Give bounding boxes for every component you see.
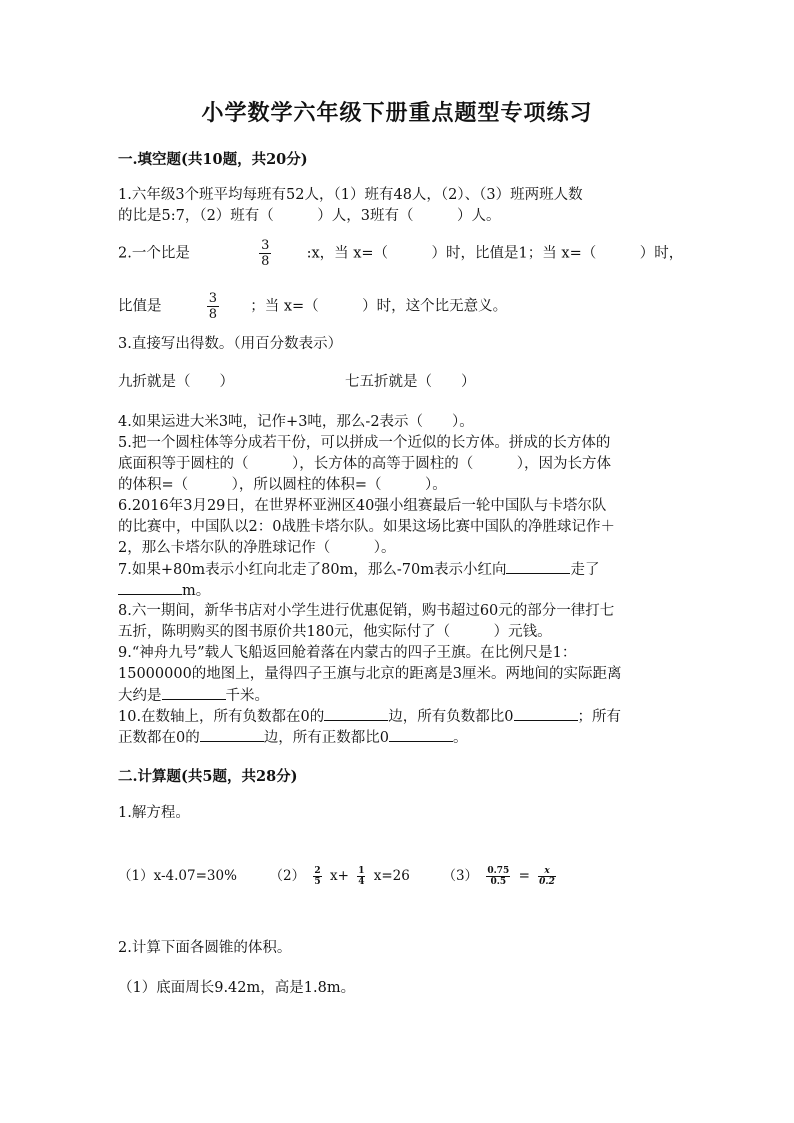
question-10-line-1 (118, 706, 621, 728)
question-2-line-1 (118, 238, 683, 269)
fraction-denominator: 0.5 (490, 877, 507, 887)
equations-row (118, 866, 560, 887)
fraction-denominator: 4 (358, 877, 365, 887)
answer-blank (514, 706, 578, 721)
question-10-text-b: 边，所有负数都比0 (388, 709, 514, 725)
question-9-text-a: 大约是 (118, 688, 162, 704)
question-8-line-2: 五折，陈明购买的图书原价共180元，他实际付了（ ）元钱。 (118, 624, 552, 640)
question-6-line-2: 的比赛中，中国队以2：0战胜卡塔尔队。如果这场比赛中国队的净胜球记作＋ (118, 519, 615, 535)
equation-1: （1）x-4.07=30% (118, 868, 237, 884)
question-3-part-a: 九折就是（ ） (118, 374, 234, 390)
question-1-line-2: 的比是5:7，（2）班有（ ）人，3班有（ ）人。 (118, 208, 501, 224)
fraction-x-over-0-2 (538, 866, 556, 887)
calc-question-2-part-1: （1）底面周长9.42m，高是1.8m。 (118, 980, 356, 996)
question-5-line-1: 5.把一个圆柱体等分成若干份，可以拼成一个近似的长方体。拼成的长方体的 (118, 435, 611, 451)
question-2b-prefix: 比值是 (118, 298, 162, 315)
equation-2-mid: x+ (329, 868, 349, 884)
fraction-0-75-over-0-5 (486, 866, 510, 887)
calc-question-1: 1.解方程。 (118, 805, 190, 821)
question-10-text-c: ；所有 (577, 709, 622, 725)
equation-3-prefix: （3） (442, 868, 479, 884)
question-5-line-3: 的体积=（ ），所以圆柱的体积=（ ）。 (118, 477, 447, 493)
fraction-denominator: 8 (208, 307, 217, 322)
fraction-three-eighths (259, 238, 271, 269)
question-9-line-1: 9.“神舟九号”载人飞船返回舱着落在内蒙古的四子王旗。在比例尺是1： (118, 645, 577, 661)
answer-blank (324, 706, 388, 721)
question-7-text-b: 走了 (570, 562, 600, 578)
page-title: 小学数学六年级下册重点题型专项练习 (201, 100, 593, 126)
question-10-text-f: 。 (452, 730, 468, 746)
fraction-numerator: 2 (314, 866, 321, 876)
fraction-one-quarter (357, 866, 365, 887)
fraction-numerator: 1 (358, 866, 365, 876)
question-3: 3.直接写出得数。（用百分数表示） (118, 336, 343, 352)
equation-2-prefix: （2） (269, 868, 306, 884)
fraction-two-fifths (313, 866, 321, 887)
fraction-numerator: 0.75 (487, 866, 510, 876)
question-3-part-b: 七五折就是（ ） (345, 374, 476, 390)
fraction-denominator: 5 (314, 877, 321, 887)
answer-blank (118, 580, 182, 595)
question-2-prefix: 2.一个比是 (118, 245, 190, 262)
answer-blank (200, 727, 264, 742)
question-5-line-2: 底面积等于圆柱的（ ），长方体的高等于圆柱的（ ），因为长方体 (118, 456, 611, 472)
question-10-text-e: 边，所有正数都比0 (263, 730, 389, 746)
question-10-line-2 (118, 727, 467, 749)
question-7-text-a: 7.如果+80m表示小红向北走了80m，那么-70m表示小红向 (118, 562, 507, 578)
calc-question-2: 2.计算下面各圆锥的体积。 (118, 940, 292, 956)
question-1-line-1: 1.六年级3个班平均每班有52人，（1）班有48人，（2）、（3）班两班人数 (118, 187, 583, 203)
question-6-line-3: 2，那么卡塔尔队的净胜球记作（ ）。 (118, 540, 396, 556)
question-4: 4.如果运进大米3吨，记作+3吨，那么-2表示（ ）。 (118, 414, 474, 430)
question-9-line-2: 15000000的地图上，量得四子王旗与北京的距离是3厘米。两地间的实际距离 (118, 666, 622, 682)
question-9-text-b: 千米。 (225, 688, 269, 704)
question-2-line-2 (118, 291, 507, 322)
question-2b-rest: ；当 x=（ ）时，这个比无意义。 (250, 298, 508, 315)
question-7-line-2 (118, 580, 210, 602)
equation-2-rest: x=26 (373, 868, 410, 884)
section-heading-fill-in: 一.填空题(共10题，共20分) (118, 151, 308, 168)
answer-blank (506, 559, 570, 574)
question-2-rest: :x，当 x=（ ）时，比值是1；当 x=（ ）时， (306, 245, 684, 262)
answer-blank (162, 685, 226, 700)
question-9-line-3 (118, 685, 269, 707)
question-10-text-d: 正数都在0的 (118, 730, 200, 746)
question-6-line-1: 6.2016年3月29日，在世界杯亚洲区40强小组赛最后一轮中国队与卡塔尔队 (118, 498, 607, 514)
fraction-numerator: 3 (261, 238, 270, 253)
question-7-line-1 (118, 559, 599, 581)
question-8-line-1: 8.六一期间，新华书店对小学生进行优惠促销，购书超过60元的部分一律打七 (118, 603, 615, 619)
question-10-text-a: 10.在数轴上，所有负数都在0的 (118, 709, 325, 725)
question-7-unit: m。 (182, 583, 211, 599)
fraction-three-eighths-2 (207, 291, 219, 322)
equation-3-equals: = (518, 868, 530, 884)
fraction-denominator: 0.2 (539, 877, 555, 887)
section-heading-calculation: 二.计算题(共5题，共28分) (118, 768, 298, 785)
fraction-numerator: x (538, 866, 556, 877)
fraction-numerator: 3 (208, 291, 217, 306)
answer-blank (389, 727, 453, 742)
fraction-denominator: 8 (261, 254, 270, 269)
